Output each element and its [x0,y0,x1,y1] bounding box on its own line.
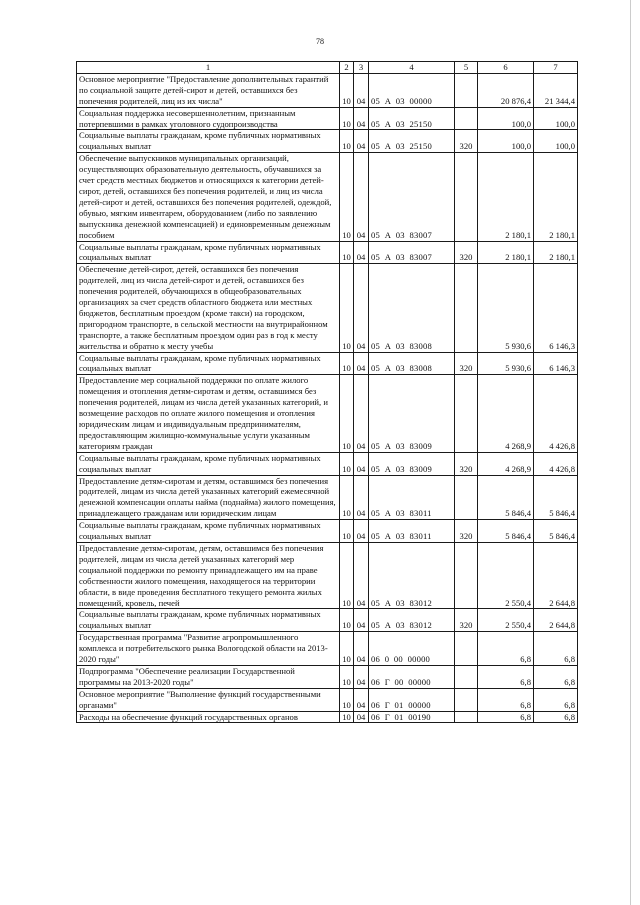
section-cell: 10 [340,632,354,666]
section-cell: 10 [340,609,354,632]
table-header-row [77,62,578,74]
amount-year1-cell: 6,8 [478,711,534,723]
amount-year1-cell: 5 846,4 [478,475,534,520]
subsection-cell: 04 [354,130,369,153]
table-row [77,452,578,475]
amount-year2-cell: 2 180,1 [534,241,578,264]
target-article-cell: 06 Г 01 00190 [369,711,455,723]
table-row [77,711,578,723]
table-row [77,264,578,352]
row-name-cell: Государственная программа "Развитие агропромышленного комплекса и потребительского рынка Вологодской области на 2013-2020 годы" [77,632,340,666]
target-article-cell: 06 Г 00 00000 [369,665,455,688]
section-cell: 10 [340,130,354,153]
subsection-cell: 04 [354,241,369,264]
amount-year1-cell: 2 180,1 [478,153,534,241]
target-article-cell: 05 А 03 83012 [369,609,455,632]
target-article-cell: 05 А 03 83009 [369,452,455,475]
amount-year1-cell: 6,8 [478,632,534,666]
section-cell: 10 [340,452,354,475]
amount-year1-cell: 6,8 [478,665,534,688]
expense-type-cell [455,107,478,130]
row-name-cell: Предоставление мер социальной поддержки по оплате жилого помещения и отопления детям-сиротам и детям, оставшимся без попечения родителей, лицам из числа детей указанных категорий, и возмещение расходов по оплате жилого помещения и отопления юридическим лицам и индивидуальным предпринимателям, предоставляющим жилищно-коммунальные услуги указанным категориям граждан [77,375,340,452]
header-cell: 7 [534,62,578,74]
header-cell: 1 [77,62,340,74]
amount-year2-cell: 5 846,4 [534,520,578,543]
expense-type-cell [455,264,478,352]
subsection-cell: 04 [354,107,369,130]
target-article-cell: 05 А 03 83012 [369,542,455,608]
amount-year2-cell: 2 180,1 [534,153,578,241]
expense-type-cell [455,475,478,520]
target-article-cell: 05 А 03 25150 [369,107,455,130]
target-article-cell: 06 Г 01 00000 [369,688,455,711]
amount-year1-cell: 100,0 [478,107,534,130]
table-row [77,665,578,688]
expense-type-cell [455,688,478,711]
amount-year1-cell: 2 550,4 [478,542,534,608]
amount-year2-cell: 6,8 [534,711,578,723]
subsection-cell: 04 [354,520,369,543]
amount-year1-cell: 20 876,4 [478,73,534,107]
amount-year1-cell: 6,8 [478,688,534,711]
expense-type-cell: 320 [455,352,478,375]
amount-year2-cell: 6,8 [534,665,578,688]
table-row [77,241,578,264]
subsection-cell: 04 [354,352,369,375]
section-cell: 10 [340,665,354,688]
page-number: 78 [316,37,324,46]
subsection-cell: 04 [354,665,369,688]
target-article-cell: 05 А 03 83011 [369,475,455,520]
table-row [77,688,578,711]
target-article-cell: 05 А 03 83008 [369,264,455,352]
section-cell: 10 [340,520,354,543]
section-cell: 10 [340,73,354,107]
section-cell: 10 [340,352,354,375]
header-cell: 3 [354,62,369,74]
target-article-cell: 05 А 03 83007 [369,153,455,241]
amount-year2-cell: 100,0 [534,130,578,153]
target-article-cell: 05 А 03 83007 [369,241,455,264]
expense-type-cell [455,632,478,666]
section-cell: 10 [340,542,354,608]
table-row [77,153,578,241]
row-name-cell: Расходы на обеспечение функций государственных органов [77,711,340,723]
amount-year1-cell: 4 268,9 [478,452,534,475]
row-name-cell: Социальные выплаты гражданам, кроме публичных нормативных социальных выплат [77,352,340,375]
target-article-cell: 06 0 00 00000 [369,632,455,666]
amount-year1-cell: 4 268,9 [478,375,534,452]
section-cell: 10 [340,107,354,130]
header-cell: 5 [455,62,478,74]
target-article-cell: 05 А 03 83011 [369,520,455,543]
row-name-cell: Основное мероприятие "Предоставление дополнительных гарантий по социальной защите детей-сирот и детей, оставшихся без попечения родителей, лиц из их числа" [77,73,340,107]
expense-type-cell [455,711,478,723]
table-row [77,609,578,632]
amount-year1-cell: 5 930,6 [478,264,534,352]
amount-year2-cell: 4 426,8 [534,452,578,475]
expense-type-cell: 320 [455,520,478,543]
page-edge-line [630,0,631,905]
row-name-cell: Социальные выплаты гражданам, кроме публичных нормативных социальных выплат [77,241,340,264]
row-name-cell: Обеспечение выпускников муниципальных организаций, осуществляющих образовательную деятельность, обучавшихся за счет средств местных бюджетов и относящихся к категории детей-сирот, детей, оставшихся без попечения родителей, и лиц из числа детей-сирот и детей, оставшихся без попечения родителей, одеждой, обувью, мягким инвентарем, оборудованием (либо по заявлению выпускника денежной компенсацией) и единовременным денежным пособием [77,153,340,241]
table-row [77,352,578,375]
amount-year2-cell: 6 146,3 [534,352,578,375]
subsection-cell: 04 [354,609,369,632]
expense-type-cell [455,153,478,241]
header-cell: 6 [478,62,534,74]
subsection-cell: 04 [354,73,369,107]
subsection-cell: 04 [354,688,369,711]
row-name-cell: Социальные выплаты гражданам, кроме публичных нормативных социальных выплат [77,520,340,543]
subsection-cell: 04 [354,475,369,520]
target-article-cell: 05 А 03 25150 [369,130,455,153]
amount-year1-cell: 5 930,6 [478,352,534,375]
expense-type-cell: 320 [455,609,478,632]
amount-year2-cell: 4 426,8 [534,375,578,452]
expense-type-cell [455,665,478,688]
subsection-cell: 04 [354,375,369,452]
subsection-cell: 04 [354,632,369,666]
section-cell: 10 [340,264,354,352]
expense-type-cell [455,375,478,452]
amount-year2-cell: 6 146,3 [534,264,578,352]
amount-year1-cell: 100,0 [478,130,534,153]
amount-year1-cell: 2 180,1 [478,241,534,264]
amount-year2-cell: 100,0 [534,107,578,130]
table-row [77,73,578,107]
table-row [77,475,578,520]
row-name-cell: Обеспечение детей-сирот, детей, оставшихся без попечения родителей, лиц из числа детей-сирот и детей, оставшихся без попечения родителей, обучающихся в общеобразовательных организациях за счет средств областного бюджета или местных бюджетов, бесплатным проездом (кроме такси) на городском, пригородном транспорте, в сельской местности на внутрирайонном транспорте, а также бесплатным проездом один раз в год к месту жительства и обратно к месту учебы [77,264,340,352]
section-cell: 10 [340,153,354,241]
expense-type-cell [455,73,478,107]
row-name-cell: Социальные выплаты гражданам, кроме публичных нормативных социальных выплат [77,130,340,153]
header-cell: 2 [340,62,354,74]
row-name-cell: Предоставление детям-сиротам и детям, оставшимся без попечения родителей, лицам из числа детей указанных категорий ежемесячной денежной компенсации оплаты найма (поднайма) жилого помещения, принадлежащего гражданам или юридическим лицам [77,475,340,520]
subsection-cell: 04 [354,542,369,608]
amount-year2-cell: 6,8 [534,632,578,666]
expense-type-cell [455,542,478,608]
row-name-cell: Подпрограмма "Обеспечение реализации Государственной программы на 2013-2020 годы" [77,665,340,688]
table-row [77,107,578,130]
section-cell: 10 [340,375,354,452]
subsection-cell: 04 [354,711,369,723]
table-row [77,520,578,543]
target-article-cell: 05 А 03 00000 [369,73,455,107]
amount-year2-cell: 21 344,4 [534,73,578,107]
table-row [77,375,578,452]
table-row [77,542,578,608]
target-article-cell: 05 А 03 83008 [369,352,455,375]
expense-type-cell: 320 [455,241,478,264]
row-name-cell: Основное мероприятие "Выполнение функций государственными органами" [77,688,340,711]
amount-year2-cell: 2 644,8 [534,609,578,632]
section-cell: 10 [340,688,354,711]
amount-year1-cell: 5 846,4 [478,520,534,543]
expense-type-cell: 320 [455,130,478,153]
row-name-cell: Социальные выплаты гражданам, кроме публичных нормативных социальных выплат [77,609,340,632]
subsection-cell: 04 [354,264,369,352]
subsection-cell: 04 [354,452,369,475]
amount-year1-cell: 2 550,4 [478,609,534,632]
header-cell: 4 [369,62,455,74]
expense-type-cell: 320 [455,452,478,475]
target-article-cell: 05 А 03 83009 [369,375,455,452]
section-cell: 10 [340,475,354,520]
row-name-cell: Социальные выплаты гражданам, кроме публичных нормативных социальных выплат [77,452,340,475]
section-cell: 10 [340,241,354,264]
section-cell: 10 [340,711,354,723]
amount-year2-cell: 6,8 [534,688,578,711]
amount-year2-cell: 5 846,4 [534,475,578,520]
amount-year2-cell: 2 644,8 [534,542,578,608]
table-row [77,130,578,153]
subsection-cell: 04 [354,153,369,241]
row-name-cell: Предоставление детям-сиротам, детям, оставшимся без попечения родителей, лицам из числа детей указанных категорий мер социальной поддержки по ремонту принадлежащего им на праве собственности жилого помещения, находящегося на территории области, в виде проведения бесплатного текущего ремонта жилых помещений, кровель, печей [77,542,340,608]
budget-table [76,61,578,723]
table-row [77,632,578,666]
row-name-cell: Социальная поддержка несовершеннолетним, признанным потерпевшими в рамках уголовного судопроизводства [77,107,340,130]
